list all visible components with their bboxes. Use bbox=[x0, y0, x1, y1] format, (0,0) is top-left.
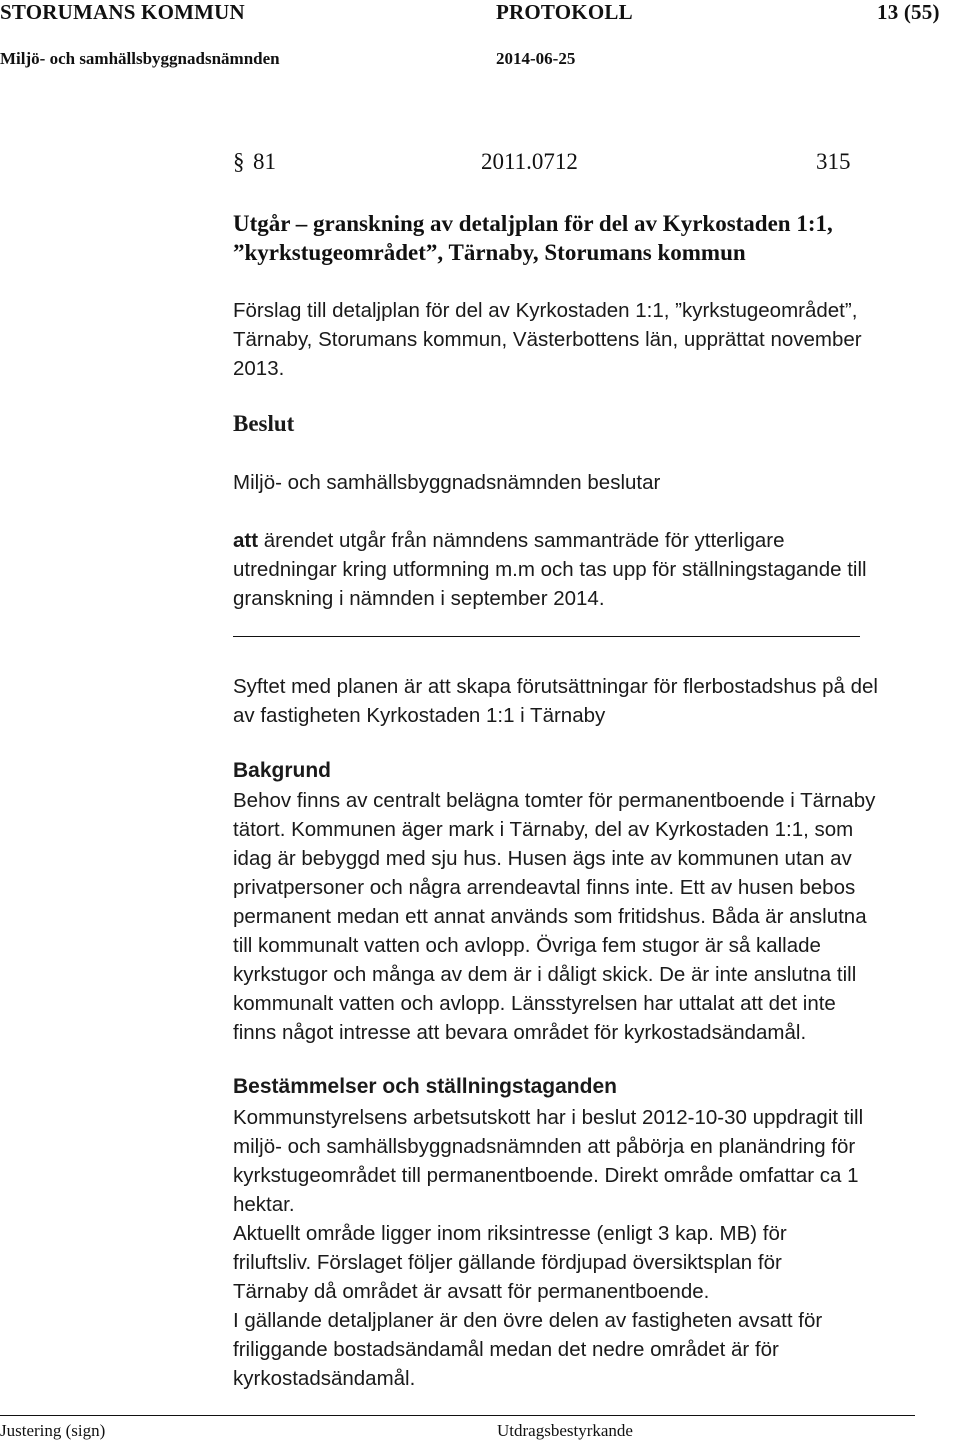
text-line: Miljö- och samhällsbyggnadsnämnden beslutar bbox=[233, 471, 661, 494]
bestammelser-paragraph bbox=[233, 1103, 953, 1393]
text-line: granskning i nämnden i september 2014. bbox=[233, 587, 605, 610]
item-title bbox=[233, 209, 933, 267]
page-number: 13 (55) bbox=[877, 0, 940, 24]
text-line: Kommunstyrelsens arbetsutskott har i beslut 2012-10-30 uppdragit till bbox=[233, 1106, 864, 1129]
meeting-date: 2014-06-25 bbox=[496, 49, 576, 68]
text-line: kyrkstugeområdet till permanentboende. Direkt område omfattar ca 1 bbox=[233, 1164, 859, 1187]
page-header bbox=[0, 0, 960, 24]
text-line: friliggande bostadsändamål medan det nedre området är för bbox=[233, 1338, 779, 1361]
text-line: friluftsliv. Förslaget följer gällande fördjupad översiktsplan för bbox=[233, 1251, 782, 1274]
municipality-name: STORUMANS KOMMUN bbox=[0, 0, 245, 24]
text-line: idag är bebyggd med sju hus. Husen ägs inte av kommunen utan av bbox=[233, 847, 852, 870]
text-line: kyrkostadsändamål. bbox=[233, 1367, 416, 1390]
text-line: Behov finns av centralt belägna tomter för permanentboende i Tärnaby bbox=[233, 789, 876, 812]
text-line: utredningar kring utformning m.m och tas upp för ställningstagande till bbox=[233, 558, 867, 581]
text-line: tätort. Kommunen äger mark i Tärnaby, del av Kyrkostaden 1:1, som bbox=[233, 818, 854, 841]
text-line: privatpersoner och några arrendeavtal finns inte. Ett av husen bebos bbox=[233, 876, 856, 899]
item-number: 81 bbox=[253, 149, 276, 174]
text-line: till kommunalt vatten och avlopp. Övriga fem stugor är så kallade bbox=[233, 934, 821, 957]
text-line: 2013. bbox=[233, 357, 285, 380]
item-number-line bbox=[233, 149, 873, 179]
decision-paragraph bbox=[233, 526, 953, 613]
text-line: Tärnaby, Storumans kommun, Västerbottens län, upprättat november bbox=[233, 328, 862, 351]
beslut-heading: Beslut bbox=[233, 411, 295, 436]
text-line: permanent medan ett annat används som fritidshus. Båda är anslutna bbox=[233, 905, 867, 928]
archive-code: 315 bbox=[816, 149, 851, 174]
text-line: finns något intresse att bevara området för kyrkostadsändamål. bbox=[233, 1021, 807, 1044]
document-type: PROTOKOLL bbox=[496, 0, 633, 24]
text-line: miljö- och samhällsbyggnadsnämnden att påbörja en planändring för bbox=[233, 1135, 856, 1158]
text-line: Tärnaby då området är avsatt för permanentboende. bbox=[233, 1280, 710, 1303]
bakgrund-paragraph bbox=[233, 786, 953, 1047]
intro-paragraph bbox=[233, 296, 953, 383]
att-keyword: att bbox=[233, 529, 259, 552]
text-line: I gällande detaljplaner är den övre delen av fastigheten avsatt för bbox=[233, 1309, 823, 1332]
text-line: kyrkstugor och många av dem är i dåligt skick. De är inte anslutna till bbox=[233, 963, 857, 986]
page-subheader bbox=[0, 49, 960, 71]
text-line: Syftet med planen är att skapa förutsättningar för flerbostadshus på del bbox=[233, 675, 878, 698]
text-line: Förslag till detaljplan för del av Kyrkostaden 1:1, ”kyrkstugeområdet”, bbox=[233, 299, 858, 322]
purpose-paragraph bbox=[233, 672, 953, 730]
text-line: av fastigheten Kyrkostaden 1:1 i Tärnaby bbox=[233, 704, 606, 727]
committee-name: Miljö- och samhällsbyggnadsnämnden bbox=[0, 49, 280, 68]
separator-rule bbox=[233, 636, 860, 637]
case-number: 2011.0712 bbox=[481, 149, 578, 174]
text-line: kommunalt vatten och avlopp. Länsstyrelsen har uttalat att det inte bbox=[233, 992, 836, 1015]
justering-label: Justering (sign) bbox=[0, 1421, 106, 1440]
title-line: Utgår – granskning av detaljplan för del av Kyrkostaden 1:1, bbox=[233, 211, 833, 236]
decision-text: ärendet utgår från nämndens sammanträde för ytterligare bbox=[258, 529, 785, 552]
text-line bbox=[233, 526, 953, 555]
section-sign: § bbox=[233, 149, 245, 174]
utdragsbestyrkande-label: Utdragsbestyrkande bbox=[497, 1421, 633, 1440]
text-line: hektar. bbox=[233, 1193, 295, 1216]
bestammelser-heading: Bestämmelser och ställningstaganden bbox=[233, 1075, 617, 1098]
decider-line bbox=[233, 468, 953, 497]
title-line: ”kyrkstugeområdet”, Tärnaby, Storumans kommun bbox=[233, 240, 746, 265]
signature-line bbox=[0, 1415, 915, 1416]
bakgrund-heading: Bakgrund bbox=[233, 759, 332, 782]
text-line: Aktuellt område ligger inom riksintresse (enligt 3 kap. MB) för bbox=[233, 1222, 787, 1245]
